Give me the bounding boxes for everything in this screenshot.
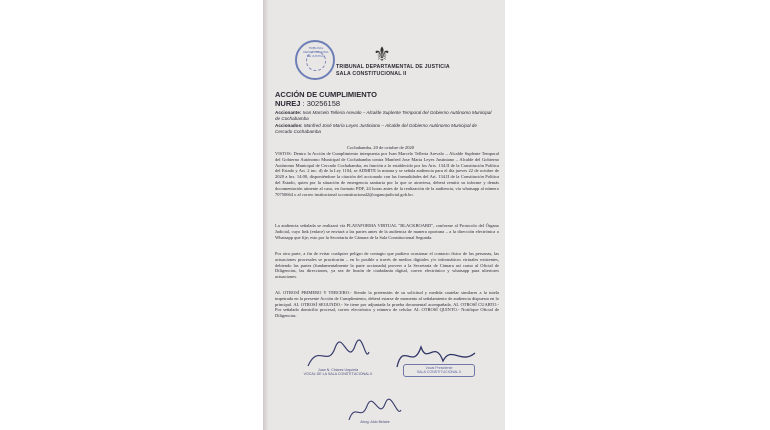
signature-3-name: Abog. Aldo Belaire [360, 420, 390, 424]
court-seal-icon [295, 40, 335, 80]
institution-line-2: SALA CONSTITUCIONAL II [336, 71, 407, 77]
photo-edge-shadow [263, 0, 269, 430]
seal-text: TRIBUNAL DEPARTAMENTAL DE JUSTICIA [303, 46, 329, 58]
paragraph-notificaciones: Por otra parte, a fin de evitar cualquier peligro de contagio que pudiera ocasionar el contacto físico de las personas, las actuaciones procesales se practicarán – en lo posible a través de medios digitales y/o informáticos virtuales existentes, debiendo las partes (fundamentalmente la parte accionada) proveer a la Secretaría de Cámara así como al Oficial de Diligencias, las direcciones, ya sea de buzón de ciudadanía digital, correo electrónico y whatsapp para ulteriores actuaciones. [275, 251, 499, 280]
signature-1-role: VOCAL DE LA SALA CONSTITUCIONAL II [303, 372, 373, 377]
signature-1 [303, 368, 373, 377]
signature-1-name: Juan N. Chávez Urquieta [317, 368, 359, 372]
accionados-text: Manfred José María Leyes Justiniano – Alcalde del Gobierno Autónomo Municipal de Cercado Cochabamba [275, 123, 477, 134]
accionados-label: Accionados: [275, 123, 303, 128]
coat-of-arms-icon: ⚜ [373, 44, 391, 66]
accionante [275, 110, 495, 121]
document-date: Cochabamba, 20 de octubre de 2020 [347, 145, 415, 150]
document-title: ACCIÓN DE CUMPLIMIENTO [275, 90, 377, 99]
paragraph-audiencia: La audiencia señalada se realizará vía PLATAFORMA VIRTUAL "BLACKBOARD", conforme al Protocolo del Órgano Judicial, cuyo link (enlace) se enviará a las partes antes de la audiencia de manera oportuna – a la dirección electrónica o Whatsapp que fije; esto por la Secretaría de Cámara de la Sala Constitucional Segunda. [275, 223, 499, 240]
nurej-line [275, 99, 340, 108]
accionante-text: Ivan Marcelo Telleria Arevalo – Alcalde Suplente Temporal del Gobierno Autónomo Municipal de Cochabamba [275, 110, 492, 121]
accionados [275, 123, 495, 134]
signature-scribble-1 [303, 338, 373, 372]
accionante-label: Accionante: [275, 110, 302, 115]
paragraph-vistos: VISTOS: Dentro la Acción de Cumplimiento interpuesta por Ivan Marcelo Telleria Arevalo – Alcalde Suplente Temporal del Gobierno Autónomo Municipal de Cochabamba contra Manfred Jose Maria Leyes Justiniano – Alcalde del Gobierno Autónomo Municipal de Cercado Cochabamba, en función a lo establecido por los Arts. 134.II de la Constitución Política del Estado y Art. 2 inc. d) de la Ley 1104, se ADMITE la misma y se señala audiencia para el día jueves 22 de octubre de 2020 a hrs. 14:00, disponiéndose la citación del accionado con las formalidades del Art. 134.II de la Constitución Política del Estado, quien por la situación de emergencia sanitaria por la que se atraviesa, deberá remitir su informe y demás documentación atinente al caso, en formato PDF, 24 horas antes de la realización de la audiencia, vía whatsapp al número 70750664 o al correo institucional scconstitucional2@organojudicial.gob.bo. [275, 151, 499, 197]
paragraph-otrosi: AL OTROSÍ PRIMERO Y TERCERO.- Siendo la pretensión de su solicitud y medida cautelar similares a la tutela impetrada en la presente Acción de Cumplimiento, deberá estarse de momento al señalamiento de audiencia dispuesta en lo principal. AL OTROSÍ SEGUNDO.- Se tiene por adjuntada la prueba documental acompañada. AL OTROSÍ CUARTO.- Por señalado domicilio procesal, correo electrónico y número de celular. AL OTROSÍ QUINTO.- Notifique Oficial de Diligencias. [275, 290, 499, 319]
signature-2-stamp-text: SALA CONSTITUCIONAL II [416, 370, 462, 375]
signature-2-stamp [403, 364, 475, 377]
nurej-value: : 30256158 [302, 99, 341, 108]
signature-2-role: Vocal Presidente [425, 366, 453, 370]
nurej-label: NUREJ [275, 99, 301, 108]
institution-header [336, 64, 450, 78]
document-photo [263, 0, 505, 430]
institution-line-1: TRIBUNAL DEPARTAMENTAL DE JUSTICIA [336, 64, 450, 70]
court-document-page [263, 0, 505, 430]
